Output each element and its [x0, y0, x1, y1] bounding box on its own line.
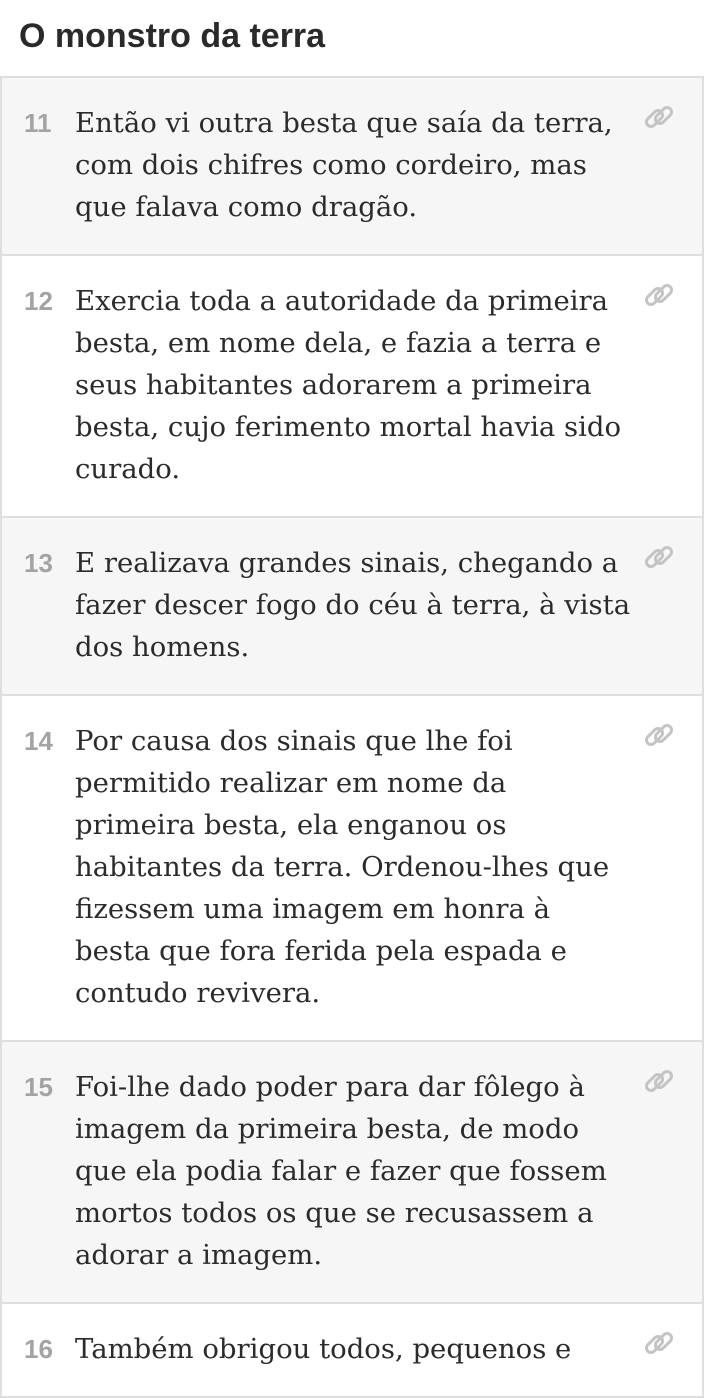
verse-row[interactable]	[0, 78, 704, 256]
verse-number: 13	[24, 548, 53, 578]
verse-text: Exercia toda a autoridade da primeira besta, em nome dela, e fazia a terra e seus habitantes adorarem a primeira besta, cujo ferimento mortal havia sido curado.	[75, 285, 622, 485]
verse-text: Foi-lhe dado poder para dar fôlego à imagem da primeira besta, de modo que ela podia falar e fazer que fossem mortos todos os que se recusassem a adorar a imagem.	[75, 1071, 607, 1271]
verse-text: Também obrigou todos, pequenos e	[75, 1333, 572, 1365]
link-icon[interactable]	[642, 100, 676, 134]
verse-number: 11	[24, 108, 52, 138]
verse-list	[0, 76, 704, 1398]
verse-row[interactable]	[0, 256, 704, 518]
verse-number: 14	[24, 726, 53, 756]
verse-row[interactable]	[0, 696, 704, 1042]
verse-number: 15	[24, 1072, 53, 1102]
verse-row[interactable]	[0, 1304, 704, 1398]
verse-text: Então vi outra besta que saía da terra, com dois chifres como cordeiro, mas que falava como dragão.	[75, 107, 613, 223]
section-title: O monstro da terra	[19, 17, 326, 55]
verse-row[interactable]	[0, 1042, 704, 1304]
verse-text: E realizava grandes sinais, chegando a fazer descer fogo do céu à terra, à vista dos homens.	[75, 547, 631, 663]
link-icon[interactable]	[642, 1326, 676, 1360]
verse-row[interactable]	[0, 518, 704, 696]
verse-number: 12	[24, 286, 53, 316]
verse-text: Por causa dos sinais que lhe foi permitido realizar em nome da primeira besta, ela enganou os habitantes da terra. Ordenou-lhes que fizessem uma imagem em honra à besta que fora ferida pela espada e contudo revivera.	[75, 725, 610, 1009]
link-icon[interactable]	[642, 278, 676, 312]
link-icon[interactable]	[642, 540, 676, 574]
verse-number: 16	[24, 1334, 53, 1364]
link-icon[interactable]	[642, 718, 676, 752]
link-icon[interactable]	[642, 1064, 676, 1098]
